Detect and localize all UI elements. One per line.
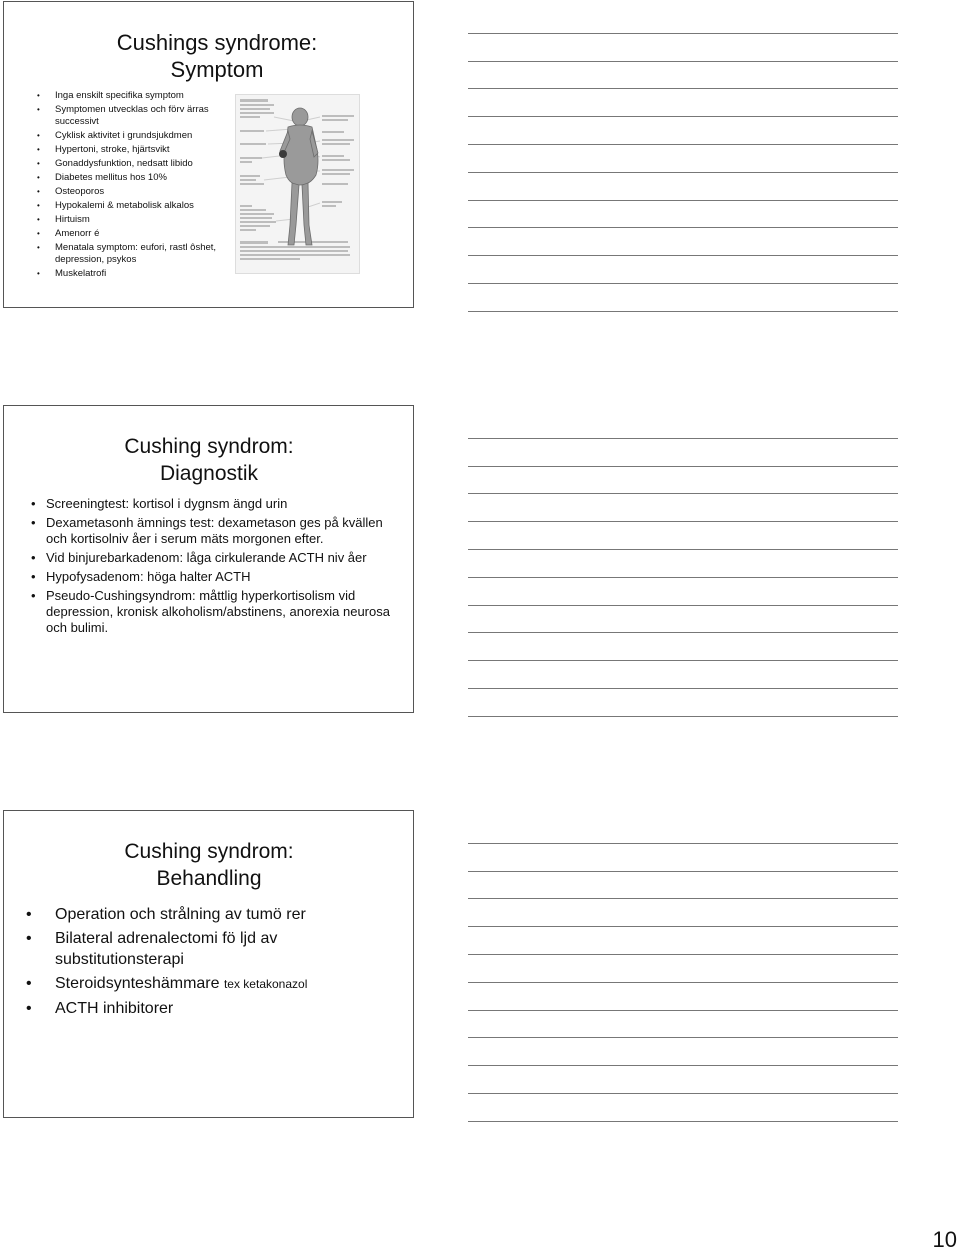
list-item: • Symptomen utvecklas och förv ärras successivt [37,104,227,128]
note-line [468,661,898,689]
note-line [468,927,898,955]
title-line-1: Cushing syndrom: [124,840,294,863]
note-line [468,955,898,983]
list-item: • Osteoporos [37,186,227,198]
list-item: • Hirtuism [37,214,227,226]
note-line [468,1038,898,1066]
cushing-body-illustration [235,94,360,274]
note-line [468,1094,898,1122]
note-line [468,145,898,173]
note-line [468,1066,898,1094]
note-line [468,62,898,90]
list-item: • Diabetes mellitus hos 10% [37,172,227,184]
note-line [468,578,898,606]
title-line-1: Cushing syndrom: [124,435,294,458]
note-line [468,872,898,900]
note-line [468,173,898,201]
note-lines-3 [468,816,898,1122]
list-item: • Amenorr é [37,228,227,240]
note-line [468,439,898,467]
note-line [468,228,898,256]
symptom-list [37,90,227,282]
note-line [468,606,898,634]
note-line [468,816,898,844]
list-item: • Muskelatrofi [37,268,227,280]
list-item: • Hypofysadenom: höga halter ACTH [31,569,391,585]
slide-title [64,433,354,487]
slide-title [102,29,332,83]
note-line [468,633,898,661]
slide-symptom [3,1,414,308]
note-line [468,689,898,717]
page-number: 10 [932,1227,957,1252]
note-line [468,256,898,284]
list-item: • Operation och strålning av tumö rer [26,904,396,925]
note-line [468,899,898,927]
list-item: • Gonaddysfunktion, nedsatt libido [37,158,227,170]
title-line-2: Diagnostik [159,462,259,485]
title-line-2: Behandling [156,867,262,890]
note-line [468,89,898,117]
note-line [468,494,898,522]
note-lines-2 [468,411,898,717]
list-item: • Screeningtest: kortisol i dygnsm ängd urin [31,496,391,512]
note-line [468,467,898,495]
list-item-text: Steroidsynteshämmare [55,975,220,992]
list-item [26,973,396,995]
list-item: • Cyklisk aktivitet i grundsjukdmen [37,130,227,142]
note-line [468,34,898,62]
slide-diagnostik [3,405,414,713]
note-lines-1 [468,6,898,312]
note-line [468,522,898,550]
note-line [468,284,898,312]
note-line [468,117,898,145]
note-line [468,844,898,872]
figure-svg [236,95,359,273]
list-item: • Hypertoni, stroke, hjärtsvikt [37,144,227,156]
note-line [468,550,898,578]
list-item: • Inga enskilt specifika symptom [37,90,227,102]
list-item: • Dexametasonh ämnings test: dexametason ges på kvällen och kortisolniv åer i serum mäts morgonen efter. [31,515,391,547]
behandling-list [26,904,396,1022]
list-item: • Bilateral adrenalectomi fö ljd av substitutionsterapi [26,928,396,970]
slide-title [64,838,354,892]
list-item: • Vid binjurebarkadenom: låga cirkulerande ACTH niv åer [31,550,391,566]
list-item: • Pseudo-Cushingsyndrom: måttlig hyperkortisolism vid depression, kronisk alkoholism/abstinens, anorexia neurosa och bulimi. [31,588,391,636]
note-line [468,983,898,1011]
note-line [468,1011,898,1039]
list-item: • Menatala symptom: eufori, rastl ôshet, depression, psykos [37,242,227,266]
list-item-note: tex ketakonazol [223,977,308,991]
diagnostik-list [31,496,391,639]
note-line [468,411,898,439]
title-line-2: Symptom [170,57,264,82]
note-line [468,201,898,229]
list-item: • Hypokalemi & metabolisk alkalos [37,200,227,212]
list-item: • ACTH inhibitorer [26,998,396,1019]
title-line-1: Cushings syndrome: [116,30,318,55]
slide-behandling [3,810,414,1118]
note-line [468,6,898,34]
